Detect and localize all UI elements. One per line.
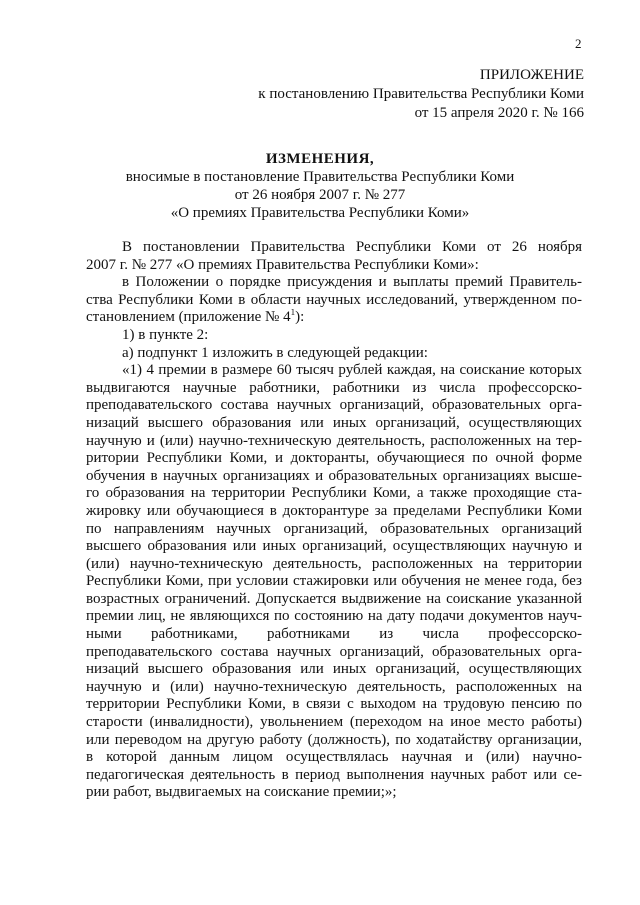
body-line: научную и (или) научно-техническую деятельность, расположенных на тер- bbox=[86, 432, 582, 449]
body-line: жировку или обучающиеся в докторантуре за пределами Республики Коми bbox=[86, 502, 582, 519]
superscript: 1 bbox=[290, 309, 296, 318]
body-line: ритории Республики Коми, и докторанты, обучающиеся по очной форме bbox=[86, 450, 582, 467]
body-line: премии лиц, не являющихся по состоянию на дату подачи документов науч- bbox=[86, 608, 582, 625]
body-text-fragment: становлением (приложение № 4 bbox=[86, 309, 291, 326]
body-line: а) подпункт 1 изложить в следующей редакции: bbox=[122, 344, 428, 361]
body-line: по направлениям научных организаций, образовательных организаций bbox=[86, 520, 582, 537]
body-line: территории Республики Коми, в связи с выходом на трудовую пенсию по bbox=[86, 696, 582, 713]
body-line: выдвигаются научные работники, работники из числа профессорско- bbox=[86, 379, 582, 396]
body-line: обучения в научных организациях и образовательных организациях высше- bbox=[86, 467, 582, 484]
body-line: возрастных ограничений. Допускается выдвижение на соискание указанной bbox=[86, 590, 582, 607]
document-subtitle-name: «О премиях Правительства Республики Коми» bbox=[170, 205, 470, 221]
appendix-reference: к постановлению Правительства Республики Коми bbox=[258, 86, 584, 102]
body-line: 1) в пункте 2: bbox=[122, 326, 209, 343]
body-line: ства Республики Коми в области научных исследований, утвержденном по- bbox=[86, 291, 582, 308]
body-line: 2007 г. № 277 «О премиях Правительства Республики Коми»: bbox=[86, 256, 479, 273]
appendix-block bbox=[258, 66, 584, 123]
body-line: рии работ, выдвигаемых на соискание премии;»; bbox=[86, 784, 397, 801]
body-line: В постановлении Правительства Республики Коми от 26 ноября bbox=[122, 239, 582, 255]
body-text-fragment: ): bbox=[295, 309, 305, 326]
page-number: 2 bbox=[575, 36, 582, 51]
document-body bbox=[86, 239, 582, 802]
body-line: старости (инвалидности), увольнением (переходом на иное место работы) bbox=[86, 714, 582, 731]
document-subtitle: вносимые в постановление Правительства Республики Коми bbox=[125, 169, 515, 185]
quoted-amendment bbox=[86, 362, 582, 802]
body-line: низаций высшего образования или иных организаций, осуществляющих bbox=[86, 414, 582, 431]
body-line: преподавательского состава научных организаций, образовательных орга- bbox=[86, 643, 582, 660]
body-line: педагогическая деятельность в период выполнения научных работ или се- bbox=[86, 766, 582, 783]
body-line: высшего образования или иных организаций, осуществляющих научную и bbox=[86, 538, 582, 555]
body-line: (или) научно-техническую деятельность, расположенных на территории bbox=[86, 555, 582, 572]
appendix-date: от 15 апреля 2020 г. № 166 bbox=[414, 105, 584, 121]
body-line: низаций высшего образования или иных организаций, осуществляющих bbox=[86, 661, 582, 678]
document-title: ИЗМЕНЕНИЯ, bbox=[265, 151, 375, 167]
body-line: преподавательского состава научных организаций, образовательных орга- bbox=[86, 397, 582, 414]
document-heading bbox=[90, 150, 550, 222]
document-subtitle-date: от 26 ноября 2007 г. № 277 bbox=[234, 187, 406, 203]
body-line: в Положении о порядке присуждения и выплаты премий Правитель- bbox=[122, 274, 582, 291]
body-line bbox=[86, 309, 582, 327]
body-line: го образования на территории Республики Коми, а также проходящие ста- bbox=[86, 485, 582, 502]
appendix-title: ПРИЛОЖЕНИЕ bbox=[479, 67, 584, 83]
body-line: Республики Коми, при условии стажировки или обучения не менее года, без bbox=[86, 573, 582, 590]
body-line: или переводом на другую работу (должность), по ходатайству организации, bbox=[86, 731, 582, 748]
body-line: научную и (или) научно-техническую деятельность, расположенных на bbox=[86, 678, 582, 695]
body-line: в которой данным лицом осуществлялась научная и (или) научно- bbox=[86, 749, 582, 766]
body-line: ными работниками, работниками из числа профессорско- bbox=[86, 626, 582, 643]
body-line: «1) 4 премии в размере 60 тысяч рублей каждая, на соискание которых bbox=[122, 362, 582, 379]
